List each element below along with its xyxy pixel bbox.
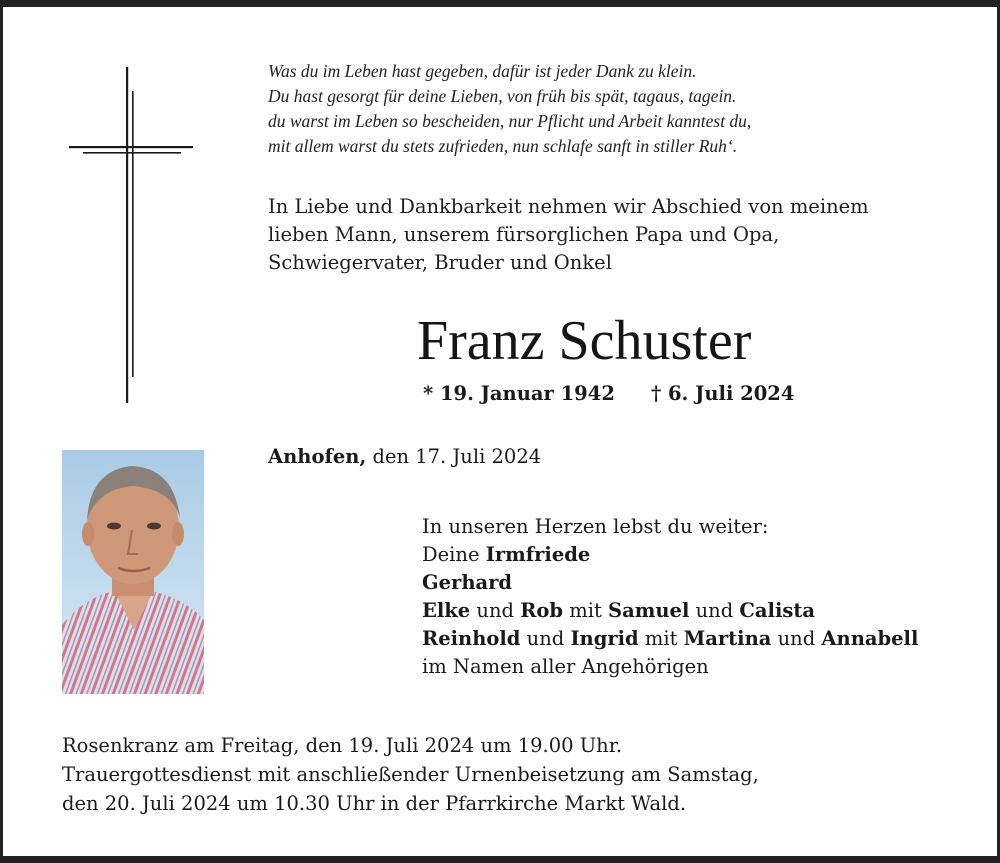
family-line xyxy=(422,541,918,569)
poem-line: Was du im Leben hast gegeben, dafür ist jeder Dank zu klein. xyxy=(268,61,697,81)
poem-line: mit allem warst du stets zufrieden, nun schlafe sanft in stiller Ruh‘. xyxy=(268,136,738,156)
family-word: mit xyxy=(638,627,684,650)
family-member: Irmfriede xyxy=(485,543,591,566)
farewell-text xyxy=(268,193,968,277)
family-member: Gerhard xyxy=(422,571,513,594)
family-word: mit xyxy=(563,599,609,622)
family-line xyxy=(422,569,918,597)
family-word: Deine xyxy=(422,543,486,566)
service-details xyxy=(62,731,962,818)
family-word: und xyxy=(520,627,571,650)
family-member: Annabell xyxy=(821,627,919,650)
mourners-list xyxy=(422,513,918,681)
family-member: Samuel xyxy=(608,599,690,622)
cross-icon xyxy=(65,67,195,403)
birth-date: * 19. Januar 1942 xyxy=(423,382,615,405)
intro-line: lieben Mann, unserem fürsorglichen Papa und Opa, xyxy=(268,223,780,246)
family-member: Calista xyxy=(739,599,815,622)
place-and-date xyxy=(268,443,541,471)
family-member: Elke xyxy=(422,599,471,622)
poem-line: du warst im Leben so bescheiden, nur Pflicht und Arbeit kanntest du, xyxy=(268,111,752,131)
family-intro: In unseren Herzen lebst du weiter: xyxy=(422,515,769,538)
family-line xyxy=(422,625,918,653)
intro-line: In Liebe und Dankbarkeit nehmen wir Abschied von meinem xyxy=(268,195,869,218)
service-line: den 20. Juli 2024 um 10.30 Uhr in der Pfarrkirche Markt Wald. xyxy=(62,792,687,815)
family-line xyxy=(422,597,918,625)
deceased-name: Franz Schuster xyxy=(417,310,752,372)
family-member: Ingrid xyxy=(570,627,639,650)
portrait-photo xyxy=(62,450,204,694)
service-line: Rosenkranz am Freitag, den 19. Juli 2024 um 19.00 Uhr. xyxy=(62,734,623,757)
memorial-poem xyxy=(268,59,948,159)
intro-line: Schwiegervater, Bruder und Onkel xyxy=(268,251,612,274)
family-word: und xyxy=(771,627,822,650)
notice-date: den 17. Juli 2024 xyxy=(366,445,542,468)
family-closing: im Namen aller Angehörigen xyxy=(422,655,709,678)
service-line: Trauergottesdienst mit anschließender Urnenbeisetzung am Samstag, xyxy=(62,763,759,786)
family-member: Rob xyxy=(520,599,564,622)
family-word: und xyxy=(470,599,521,622)
family-word: und xyxy=(689,599,740,622)
death-date: † 6. Juli 2024 xyxy=(651,382,795,405)
place-name: Anhofen, xyxy=(268,445,367,468)
family-member: Martina xyxy=(683,627,772,650)
family-member: Reinhold xyxy=(422,627,521,650)
poem-line: Du hast gesorgt für deine Lieben, von früh bis spät, tagaus, tagein. xyxy=(268,86,737,106)
